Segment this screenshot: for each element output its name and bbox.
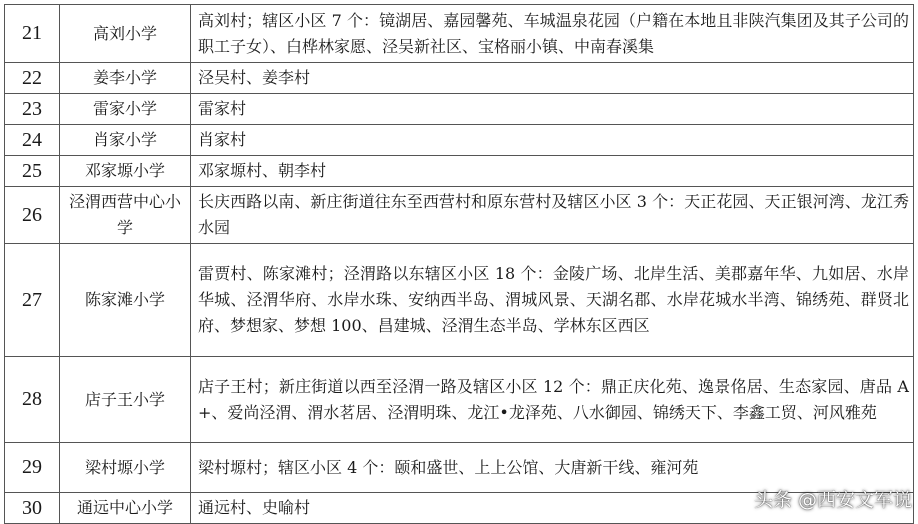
table-row: [5, 244, 914, 357]
row-number: 23: [5, 94, 60, 125]
row-number: 26: [5, 187, 60, 244]
school-name: 泾渭西营中心小学: [60, 187, 191, 244]
table-row: [5, 187, 914, 244]
school-name: 邓家塬小学: [60, 156, 191, 187]
row-number: 27: [5, 244, 60, 357]
district-area: 邓家塬村、朝李村: [191, 156, 914, 187]
table-row: [5, 63, 914, 94]
school-name: 高刘小学: [60, 5, 191, 63]
watermark: [754, 485, 912, 512]
table-row: [5, 125, 914, 156]
district-area: 泾吴村、姜李村: [191, 63, 914, 94]
school-name: 陈家滩小学: [60, 244, 191, 357]
district-area: 雷贾村、陈家滩村；泾渭路以东辖区小区 18 个：金陵广场、北岸生活、美郡嘉年华、九如居、水岸华城、泾渭华府、水岸水珠、安纳西半岛、渭城风景、天湖名郡、水岸花城水半湾、锦绣苑、群贤北府、梦想家、梦想 100、昌建城、泾渭生态半岛、学林东区西区: [191, 244, 914, 357]
row-number: 29: [5, 443, 60, 493]
table-row: [5, 156, 914, 187]
school-name: 雷家小学: [60, 94, 191, 125]
row-number: 28: [5, 357, 60, 443]
district-area: 雷家村: [191, 94, 914, 125]
row-number: 24: [5, 125, 60, 156]
district-area: 梁村塬村；辖区小区 4 个：颐和盛世、上上公馆、大唐新干线、雍河苑: [191, 443, 914, 493]
table-row: [5, 94, 914, 125]
watermark-text: 头条 @西安文军说: [753, 489, 912, 511]
district-area: 高刘村；辖区小区 7 个：镜湖居、嘉园馨苑、车城温泉花园（户籍在本地且非陕汽集团及其子公司的职工子女）、白桦林家愿、泾吴新社区、宝格丽小镇、中南春溪集: [191, 5, 914, 63]
row-number: 30: [5, 493, 60, 524]
row-number: 22: [5, 63, 60, 94]
district-area: 店子王村；新庄街道以西至泾渭一路及辖区小区 12 个：鼎正庆化苑、逸景佲居、生态家园、唐品 A+、爱尚泾渭、渭水茗居、泾渭明珠、龙江•龙泽苑、八水御园、锦绣天下、李鑫工贸、河风雅苑: [191, 357, 914, 443]
school-name: 通远中心小学: [60, 493, 191, 524]
district-area: 肖家村: [191, 125, 914, 156]
school-name: 店子王小学: [60, 357, 191, 443]
row-number: 21: [5, 5, 60, 63]
table-row: [5, 5, 914, 63]
table-row: [5, 357, 914, 443]
school-name: 梁村塬小学: [60, 443, 191, 493]
school-name: 姜李小学: [60, 63, 191, 94]
row-number: 25: [5, 156, 60, 187]
school-name: 肖家小学: [60, 125, 191, 156]
district-area: 通远村、史喻村: [191, 493, 914, 524]
district-area: 长庆西路以南、新庄街道往东至西营村和原东营村及辖区小区 3 个：天正花园、天正银河湾、龙江秀水园: [191, 187, 914, 244]
school-district-table: [4, 4, 914, 524]
